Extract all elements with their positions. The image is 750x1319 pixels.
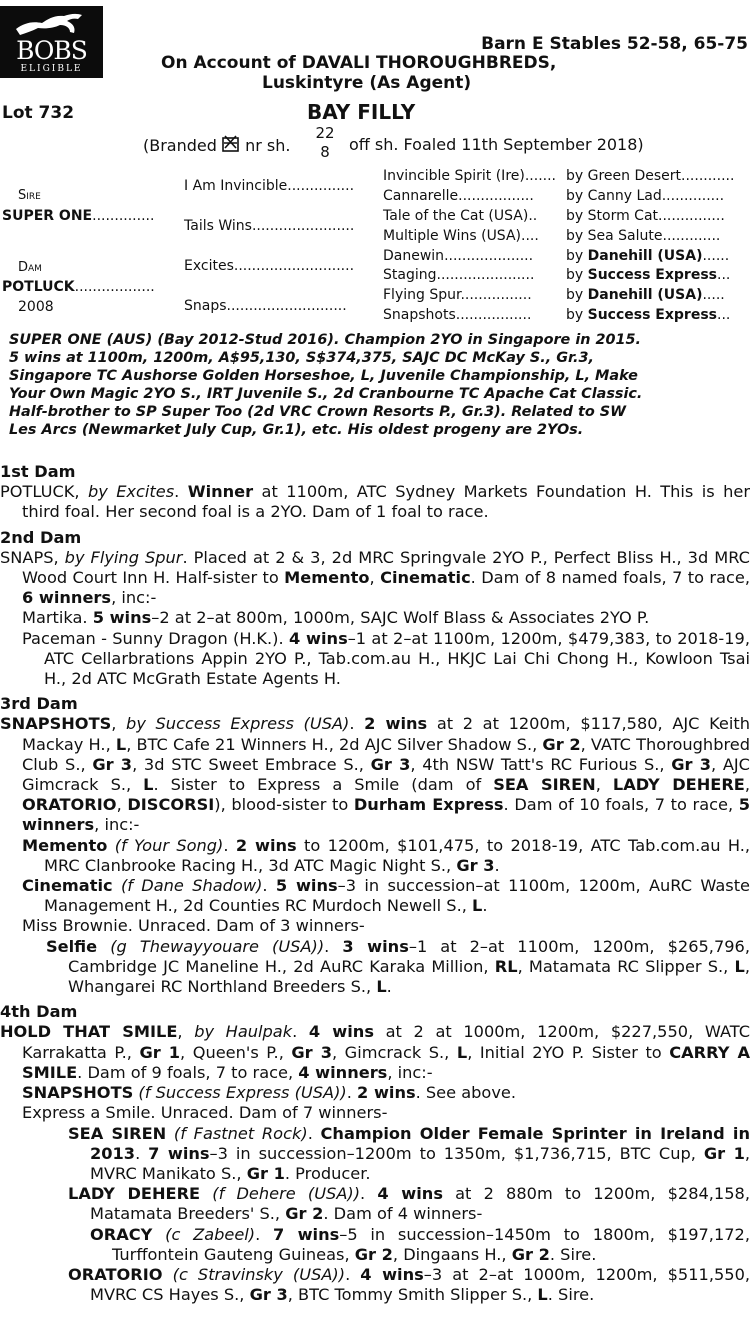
text-run: DISCORSI [127, 795, 215, 815]
g3-6: by Success Express... [566, 267, 731, 283]
text-run: , VATC Thoroughbred Club S., [22, 734, 750, 774]
text-run: –1 at 2–at 1100m, 1200m, $479,383, to 2018-19, ATC Cellarbrations Appin 2YO P., Tab.com.au H., HKJC Lai Chi Chong H., Kowloon Tsai H., 2d ATC McGrath Estate Agents H. [44, 628, 750, 689]
text-run: 2 wins [364, 714, 428, 734]
text-run: , 3d STC Sweet Embrace S., [132, 754, 371, 774]
text-run: . See above. [415, 1083, 517, 1103]
text-run: . [345, 1264, 361, 1284]
text-run: . Dam of 9 foals, 7 to race, [77, 1062, 299, 1082]
text-run: Durham Express [353, 795, 504, 815]
pedigree-entry [0, 916, 750, 936]
sire-note-line: Les Arcs (Newmarket July Cup, Gr.1), etc. His oldest progeny are 2YOs. [9, 422, 584, 438]
text-run: SNAPSHOTS [0, 714, 112, 734]
pedigree-entry [0, 1103, 750, 1123]
sire-entry: SUPER ONE.............. [2, 208, 155, 224]
text-run: L [376, 977, 387, 997]
text-run: ), blood-sister to [214, 795, 354, 815]
text-run: , Queen's P., [180, 1042, 292, 1062]
brand-fraction-top: 22 [315, 124, 335, 142]
text-run: ORATORIO [22, 795, 117, 815]
dam-entry: POTLUCK.................. [2, 279, 155, 295]
text-run: at 2 at 1000m, 1200m, $227,550, WATC Karrakatta P., [22, 1022, 750, 1062]
sire-note-line: Your Own Magic 2YO S., IRT Juvenile S., 2d Cranbourne TC Apache Cat Classic. [9, 386, 643, 402]
text-run: , inc:- [94, 815, 140, 835]
text-run: 4 winners [298, 1062, 388, 1082]
text-run: CARRY A SMILE [22, 1042, 750, 1082]
g3-7: by Danehill (USA)..... [566, 287, 725, 303]
text-run: 1st Dam [0, 462, 76, 481]
dam-name: POTLUCK [2, 279, 75, 295]
text-run: . [482, 896, 488, 916]
text-run: 4 wins [308, 1022, 374, 1042]
text-run: Martika. [22, 608, 93, 628]
text-run: LADY DEHERE [68, 1184, 201, 1204]
sire-note-line: Singapore TC Aushorse Golden Horseshoe, L, Juvenile Championship, L, Make [9, 368, 638, 384]
text-run: POTLUCK, [0, 482, 88, 502]
g2-3: Tale of the Cat (USA).. [383, 208, 538, 224]
pedigree-entry [0, 836, 750, 876]
text-run: 5 wins [92, 608, 152, 628]
text-run: 5 wins [275, 876, 338, 896]
g2-6: Staging...................... [383, 267, 535, 283]
text-run: to 1200m, $101,475, to 2018-19, ATC Tab.com.au H., MRC Clanbrooke Racing H., 3d ATC Magic Night S., [44, 835, 750, 875]
text-run: 2nd Dam [0, 527, 82, 547]
text-run: . Dam of 8 named foals, 7 to race, [470, 568, 750, 588]
text-run: Gr 2 [542, 734, 581, 754]
g2-5: Danewin.................... [383, 248, 534, 264]
text-run: SNAPSHOTS [22, 1083, 134, 1103]
g2-2: Cannarelle................. [383, 188, 534, 204]
vendor-agent: Luskintyre (As Agent) [262, 73, 472, 93]
section-heading [0, 462, 750, 482]
brand-fraction [315, 124, 335, 162]
text-run: SEA SIREN [493, 775, 596, 795]
text-run: (f Dehere (USA)) [212, 1184, 361, 1204]
dam-year: 2008 [18, 299, 54, 315]
text-run: –3 in succession–1200m to 1350m, $1,736,715, BTC Cup, [209, 1143, 704, 1163]
text-run: (g Thewayyouare (USA)) [110, 936, 325, 956]
text-run: 4 wins [288, 628, 348, 648]
pedigree-entry [0, 1225, 750, 1265]
branded-line [143, 135, 290, 155]
barn-location: Barn E Stables 52-58, 65-75 [481, 34, 748, 54]
text-run: . Producer. [284, 1163, 371, 1183]
text-run: , [369, 568, 381, 588]
pedigree-entry [0, 1265, 750, 1305]
text-run: Cinematic [380, 568, 471, 588]
text-run: Gr 2 [354, 1244, 393, 1264]
text-run: SEA SIREN [68, 1123, 167, 1143]
text-run: (c Stravinsky (USA)) [172, 1264, 346, 1284]
pedigree-entry [0, 548, 750, 609]
text-run: 2 wins [235, 835, 297, 855]
pedigree-entry [0, 482, 750, 522]
text-run: –2 at 2–at 800m, 1000m, SAJC Wolf Blass & Associates 2YO P. [151, 608, 650, 628]
text-run: , BTC Cafe 21 Winners H., 2d AJC Silver Shadow S., [126, 734, 543, 754]
near-shoulder: nr sh. [245, 136, 291, 155]
pedigree-entry [0, 1083, 750, 1103]
text-run: , Matamata RC Slipper S., [517, 956, 735, 976]
text-run: Gr 2 [511, 1244, 550, 1264]
text-run: , inc:- [111, 588, 157, 608]
text-run: (c Zabeel) [165, 1224, 256, 1244]
g2-1: Invincible Spirit (Ire)....... [383, 168, 556, 184]
text-run [152, 1225, 165, 1244]
text-run: Gr 3 [671, 754, 711, 774]
text-run: . [386, 977, 392, 997]
text-run: . [223, 835, 236, 855]
text-run: , [177, 1022, 195, 1042]
text-run: ORACY [90, 1224, 153, 1244]
g3-1: by Green Desert............ [566, 168, 735, 184]
text-run: RL [494, 956, 518, 976]
g2-8: Snapshots................. [383, 307, 532, 323]
text-run: 3rd Dam [0, 694, 78, 714]
text-run: . [360, 1184, 378, 1204]
text-run: Miss Brownie. Unraced. Dam of 3 winners- [22, 916, 365, 936]
sire-name: SUPER ONE [2, 208, 93, 224]
text-run [166, 1124, 174, 1143]
text-run: –1 at 2–at 1100m, 1200m, $265,796, Cambridge JC Maneline H., 2d AuRC Karaka Million, [68, 936, 750, 976]
text-run [163, 1265, 173, 1284]
section-heading [0, 528, 750, 548]
text-run: by Success Express (USA) [126, 714, 350, 734]
text-run: . [135, 1143, 149, 1163]
text-run: HOLD THAT SMILE [0, 1022, 178, 1042]
text-run: 2 wins [357, 1083, 416, 1103]
text-run [113, 876, 121, 895]
text-run: L [734, 956, 745, 976]
g3-3: by Storm Cat............... [566, 208, 725, 224]
g2-4: Multiple Wins (USA).... [383, 228, 539, 244]
text-run: . Dam of 4 winners- [323, 1204, 483, 1224]
text-run [107, 836, 114, 855]
text-run: 7 wins [148, 1143, 210, 1163]
text-run: ORATORIO [68, 1264, 163, 1284]
text-run: 4th Dam [0, 1002, 78, 1022]
bobs-eligible-logo [0, 6, 103, 78]
brand-mark-icon [222, 135, 240, 153]
text-run: Winner [187, 482, 254, 502]
text-run: Memento [284, 568, 370, 588]
dam-line-narrative [0, 457, 750, 1305]
g3-8: by Success Express... [566, 307, 731, 323]
text-run: , [116, 795, 128, 815]
text-run: , MVRC Manikato S., [90, 1143, 750, 1183]
text-run: Gr 3 [249, 1285, 288, 1305]
text-run: Gr 3 [92, 754, 133, 774]
text-run: at 2 at 1200m, $117,580, AJC Keith Mackay H., [22, 714, 750, 754]
pedigree-entry [0, 608, 750, 628]
text-run: . [174, 482, 188, 502]
foaled-text: off sh. Foaled 11th September 2018) [349, 135, 644, 154]
text-run: . Dam of 10 foals, 7 to race, [503, 795, 739, 815]
horse-icon [14, 11, 86, 37]
text-run: . [349, 714, 365, 734]
sire-note-line: SUPER ONE (AUS) (Bay 2012-Stud 2016). Champion 2YO in Singapore in 2015. [9, 332, 642, 348]
text-run: 7 wins [273, 1224, 340, 1244]
g2-7: Flying Spur................ [383, 287, 532, 303]
pedigree-entry [0, 876, 750, 916]
text-run: , AJC Gimcrack S., [22, 754, 750, 795]
text-run: . Placed at 2 & 3, 2d MRC Springvale 2YO P., Perfect Bliss H., 3d MRC Wood Court Inn H. Half-sister to [22, 547, 750, 588]
g1-4: Snaps........................... [184, 298, 347, 314]
vendor-account: On Account of DAVALI THOROUGHBREDS, [161, 53, 557, 73]
text-run: , inc:- [387, 1062, 433, 1082]
text-run: 4 wins [377, 1184, 443, 1204]
text-run: Champion Older Female Sprinter in Ireland in 2013 [90, 1123, 750, 1163]
text-run: 3 wins [342, 936, 409, 956]
brand-fraction-bottom: 8 [320, 143, 330, 161]
text-run: –5 in succession–1450m to 1800m, $197,172, Turffontein Gauteng Guineas, [112, 1224, 750, 1264]
text-run: Selfie [46, 936, 98, 956]
text-run: (f Fastnet Rock) [173, 1123, 308, 1143]
text-run: Paceman - Sunny Dragon (H.K.). [22, 628, 289, 648]
text-run: by Haulpak [194, 1022, 293, 1042]
g1-1: I Am Invincible............... [184, 178, 355, 194]
text-run: , Initial 2YO P. Sister to [467, 1042, 670, 1062]
text-run: , BTC Tommy Smith Slipper S., [287, 1285, 538, 1305]
g3-5: by Danehill (USA)...... [566, 248, 730, 264]
text-run: –3 at 2–at 1000m, 1200m, $511,550, MVRC CS Hayes S., [90, 1264, 750, 1305]
g1-3: Excites........................... [184, 258, 355, 274]
section-heading [0, 1002, 750, 1022]
lot-description: BAY FILLY [307, 100, 416, 124]
text-run: L [456, 1042, 468, 1062]
text-run: (f Success Express (USA)) [138, 1083, 347, 1103]
text-run: (f Dane Shadow) [120, 876, 263, 896]
logo-line-2: ELIGIBLE [20, 64, 83, 74]
text-run: (f Your Song) [114, 835, 224, 855]
text-run [97, 937, 110, 956]
text-run: Gr 1 [139, 1042, 181, 1062]
text-run: , Dingaans H., [392, 1244, 512, 1264]
g1-2: Tails Wins....................... [184, 218, 355, 234]
lot-number: Lot 732 [2, 103, 75, 123]
text-run: , Whangarei RC Northland Breeders S., [68, 956, 750, 997]
text-run: Gr 3 [370, 754, 411, 774]
sire-label: Sire [18, 188, 41, 203]
text-run: , [595, 775, 613, 795]
text-run: Memento [22, 835, 108, 855]
text-run: , 4th NSW Tatt's RC Furious S., [410, 754, 672, 774]
text-run: , [111, 714, 127, 734]
text-run: , [744, 775, 750, 795]
text-run: Gr 1 [703, 1143, 745, 1163]
g3-2: by Canny Lad.............. [566, 188, 725, 204]
text-run: L [115, 734, 127, 754]
text-run: Gr 2 [285, 1204, 324, 1224]
pedigree-entry [0, 937, 750, 998]
text-run: 4 wins [360, 1264, 424, 1284]
pedigree-entry [0, 1022, 750, 1083]
text-run: . Sire. [549, 1244, 597, 1264]
section-heading [0, 694, 750, 714]
text-run: 5 winners [22, 795, 750, 835]
text-run [200, 1184, 212, 1203]
text-run: by Flying Spur [64, 547, 183, 567]
text-run: , Gimcrack S., [331, 1042, 457, 1062]
text-run: L [472, 896, 483, 916]
text-run: Gr 3 [291, 1042, 332, 1062]
text-run: . Sire. [547, 1285, 595, 1305]
text-run: . Sister to Express a Smile (dam of [153, 775, 494, 795]
text-run: LADY DEHERE [612, 775, 745, 795]
dam-label: Dam [18, 260, 42, 275]
text-run: Express a Smile. Unraced. Dam of 7 winners- [22, 1103, 388, 1123]
text-run: L [537, 1285, 548, 1305]
text-run: . [255, 1224, 274, 1244]
text-run: . [494, 855, 500, 875]
sire-note-line: Half-brother to SP Super Too (2d VRC Crown Resorts P., Gr.3). Related to SW [9, 404, 626, 420]
branded-prefix: (Branded [143, 136, 217, 155]
pedigree-entry [0, 714, 750, 835]
text-run: at 1100m, ATC Sydney Markets Foundation H. This is her third foal. Her second foal is a 2YO. Dam of 1 foal to race. [22, 482, 750, 522]
text-run: –3 in succession–at 1100m, 1200m, AuRC Waste Management H., 2d Counties RC Murdoch Newell S., [44, 876, 750, 916]
sire-note-line: 5 wins at 1100m, 1200m, A$95,130, S$374,375, SAJC DC McKay S., Gr.3, [9, 350, 594, 366]
pedigree-entry [0, 629, 750, 690]
text-run: . [324, 936, 343, 956]
text-run: Cinematic [22, 876, 113, 896]
text-run: by Excites [87, 482, 175, 502]
text-run: . [307, 1123, 321, 1143]
text-run: L [143, 775, 154, 795]
text-run: Gr 3 [456, 855, 495, 875]
pedigree-entry [0, 1124, 750, 1185]
text-run: . [262, 876, 276, 896]
text-run: 6 winners [22, 588, 112, 608]
text-run: at 2 880m to 1200m, $284,158, Matamata Breeders' S., [90, 1184, 750, 1224]
text-run: . [346, 1083, 358, 1103]
text-run: . [292, 1022, 309, 1042]
text-run: Gr 1 [246, 1163, 285, 1183]
pedigree-entry [0, 1184, 750, 1224]
logo-line-1: BOBS [16, 36, 87, 65]
text-run: SNAPS, [0, 547, 65, 567]
g3-4: by Sea Salute............. [566, 228, 721, 244]
